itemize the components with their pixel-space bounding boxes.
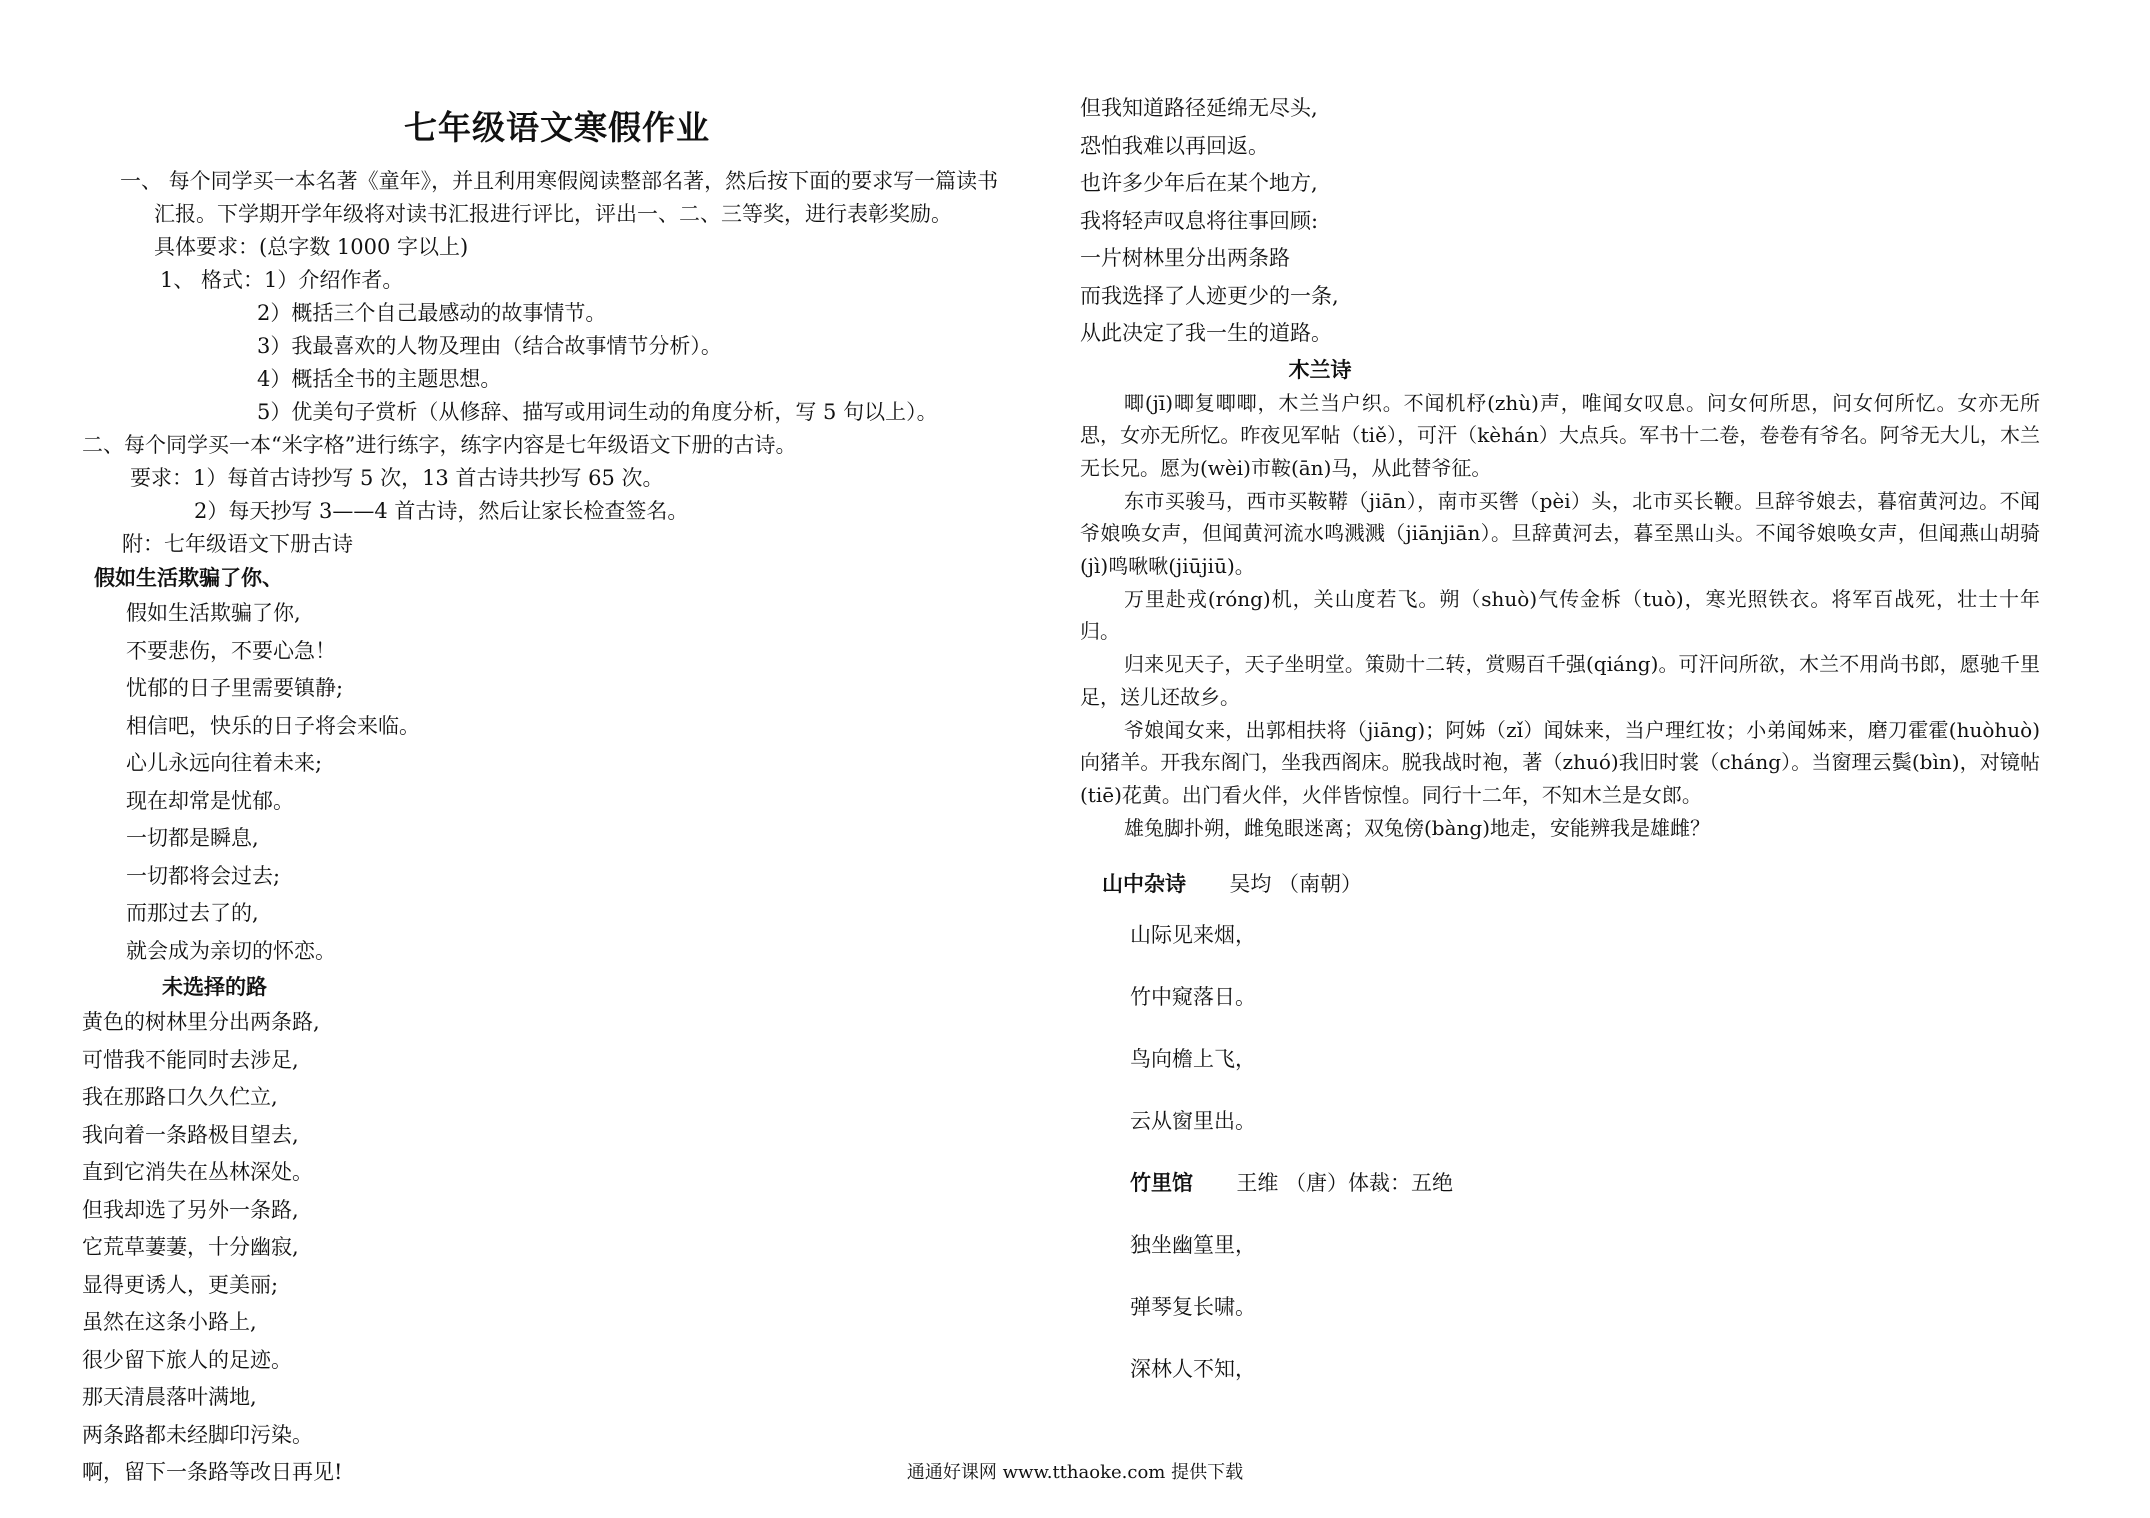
poem-1 bbox=[82, 561, 1032, 970]
section-1-requirements: 具体要求：(总字数 1000 字以上) bbox=[154, 235, 469, 259]
mulan-paragraph: 万里赴戎(róng)机，关山度若飞。朔（shuò)气传金柝（tuò)，寒光照铁衣。将军百战死，壮士十年归。 bbox=[1080, 586, 2040, 644]
mulan-paragraph: 东市买骏马，西市买鞍鞯（jiān），南市买辔（pèi）头，北市买长鞭。旦辞爷娘去，暮宿黄河边。不闻爷娘唤女声，但闻黄河流水鸣溅溅（jiānjiān）。旦辞黄河去，暮至黑山头。不闻爷娘唤女声，但闻燕山胡骑(jì)鸣啾啾(jiūjiū)。 bbox=[1080, 488, 2040, 579]
poem-line: 很少留下旅人的足迹。 bbox=[82, 1347, 292, 1372]
mulan-paragraph: 归来见天子，天子坐明堂。策勋十二转，赏赐百千强(qiáng)。可汗问所欲，木兰不用尚书郎，愿驰千里足，送儿还故乡。 bbox=[1080, 652, 2040, 709]
poem-line: 虽然在这条小路上, bbox=[82, 1310, 257, 1334]
poem-line: 直到它消失在丛林深处。 bbox=[82, 1160, 313, 1184]
zhuli-author: 王维 （唐）体裁：五绝 bbox=[1236, 1171, 1454, 1196]
poem-line: 深林人不知， bbox=[1130, 1357, 1256, 1382]
poem-line: 忧郁的日子里需要镇静; bbox=[126, 676, 344, 700]
poem-line: 那天清晨落叶满地, bbox=[82, 1385, 257, 1409]
poem-line: 从此决定了我一生的道路。 bbox=[1080, 321, 1332, 345]
poem-line: 可惜我不能同时去涉足, bbox=[82, 1047, 299, 1072]
poem-line: 相信吧，快乐的日子将会来临。 bbox=[126, 713, 420, 738]
poem-line: 我在那路口久久伫立, bbox=[82, 1085, 278, 1109]
poem-line: 一片树林里分出两条路 bbox=[1080, 246, 1290, 270]
section-1-format: 1、 格式：1）介绍作者。 bbox=[160, 268, 404, 292]
poem-line: 黄色的树林里分出两条路, bbox=[82, 1010, 320, 1034]
poem-line: 我将轻声叹息将往事回顾: bbox=[1080, 208, 1319, 233]
poem-line: 山际见来烟， bbox=[1130, 923, 1256, 948]
poem-line: 而我选择了人迹更少的一条, bbox=[1080, 283, 1339, 308]
zhuli-heading bbox=[1080, 1152, 2040, 1214]
poem-2-title: 未选择的路 bbox=[162, 974, 267, 999]
poem-line: 它荒草萋萋，十分幽寂, bbox=[82, 1235, 299, 1259]
poem-line: 但我却选了另外一条路, bbox=[82, 1197, 299, 1222]
zhuli-poem bbox=[1080, 1152, 2040, 1400]
poem-line: 两条路都未经脚印污染。 bbox=[82, 1422, 313, 1447]
poem-line: 但我知道路径延绵无尽头, bbox=[1080, 96, 1318, 120]
shanzhong-heading bbox=[1080, 864, 2040, 904]
right-column bbox=[1080, 90, 2040, 1400]
section-2-req-2: 2）每天抄写 3——4 首古诗，然后让家长检查签名。 bbox=[194, 499, 689, 523]
format-item: 2）概括三个自己最感动的故事情节。 bbox=[257, 301, 607, 325]
poem-line: 也许多少年后在某个地方, bbox=[1080, 171, 1318, 195]
poem-line: 竹中窥落日。 bbox=[1130, 985, 1256, 1010]
poem-line: 而那过去了的, bbox=[126, 901, 259, 925]
poem-line: 我向着一条路极目望去, bbox=[82, 1122, 299, 1147]
section-2-req-1: 要求：1）每首古诗抄写 5 次，13 首古诗共抄写 65 次。 bbox=[130, 466, 664, 490]
format-item: 3）我最喜欢的人物及理由（结合故事情节分析）。 bbox=[257, 334, 722, 358]
poem-line: 一切都是瞬息, bbox=[126, 826, 259, 850]
section-1-line-2: 汇报。下学期开学年级将对读书汇报进行评比，评出一、二、三等奖，进行表彰奖励。 bbox=[154, 202, 952, 226]
footer-credit: 通通好课网 www.tthaoke.com 提供下载 bbox=[906, 1462, 1244, 1483]
left-column bbox=[82, 92, 1032, 1492]
mulan-paragraph: 唧(jī)唧复唧唧，木兰当户织。不闻机杼(zhù)声，唯闻女叹息。问女何所思，问女何所忆。女亦无所思，女亦无所忆。昨夜见军帖（tiě），可汗（kèhán）大点兵。军书十二卷，卷卷有爷名。阿爷无大儿，木兰无长兄。愿为(wèi)市鞍(ān)马，从此替爷征。 bbox=[1080, 390, 2040, 480]
section-2-attach: 附：七年级语文下册古诗 bbox=[122, 532, 353, 556]
page-title: 七年级语文寒假作业 bbox=[404, 108, 710, 147]
mulan-title: 木兰诗 bbox=[1288, 356, 1352, 382]
poem-line: 恐怕我难以再回返。 bbox=[1080, 133, 1269, 158]
poem-line: 就会成为亲切的怀恋。 bbox=[126, 938, 336, 963]
section-1 bbox=[82, 165, 1032, 429]
shanzhong-title: 山中杂诗 bbox=[1102, 871, 1186, 897]
poem-line: 弹琴复长啸。 bbox=[1130, 1295, 1256, 1320]
poem-line: 啊，留下一条路等改日再见! bbox=[82, 1460, 343, 1484]
poem-line: 假如生活欺骗了你, bbox=[126, 601, 301, 625]
shanzhong-poem bbox=[1080, 864, 2040, 1152]
mulan-poem bbox=[1080, 353, 2040, 845]
zhuli-title: 竹里馆 bbox=[1130, 1170, 1193, 1196]
poem-line: 显得更诱人，更美丽; bbox=[82, 1272, 279, 1297]
poem-line: 心儿永远向往着未来; bbox=[126, 751, 323, 775]
poem-line: 一切都将会过去; bbox=[126, 863, 281, 888]
poem-line: 独坐幽篁里， bbox=[1130, 1233, 1256, 1258]
mulan-paragraph: 雄兔脚扑朔，雌兔眼迷离；双兔傍(bàng)地走，安能辨我是雄雌？ bbox=[1124, 815, 1711, 840]
poem-line: 云从窗里出。 bbox=[1130, 1109, 1256, 1134]
shanzhong-author: 吴均 （南朝） bbox=[1229, 872, 1363, 897]
poem-line: 不要悲伤，不要心急！ bbox=[126, 638, 336, 663]
section-2 bbox=[82, 429, 1032, 561]
section-1-line-1: 一、 每个同学买一本名著《童年》，并且利用寒假阅读整部名著，然后按下面的要求写一篇读书 bbox=[120, 169, 999, 193]
mulan-paragraph: 爷娘闻女来，出郭相扶将（jiāng)；阿姊（zǐ）闻妹来，当户理红妆；小弟闻姊来，磨刀霍霍(huòhuò)向猪羊。开我东阁门，坐我西阁床。脱我战时袍，著（zhuó)我旧时裳（cháng）。当窗理云鬓(bìn)，对镜帖(tiē)花黄。出门看火伴，火伴皆惊惶。同行十二年，不知木兰是女郎。 bbox=[1080, 717, 2040, 807]
format-item: 4）概括全书的主题思想。 bbox=[257, 367, 502, 391]
poem-line: 现在却常是忧郁。 bbox=[126, 788, 294, 813]
poem-2 bbox=[82, 970, 1032, 1492]
section-2-line-1: 二、每个同学买一本“米字格”进行练字，练字内容是七年级语文下册的古诗。 bbox=[82, 433, 797, 457]
poem-1-title: 假如生活欺骗了你、 bbox=[94, 565, 283, 590]
poem-line: 鸟向檐上飞， bbox=[1130, 1047, 1256, 1072]
poem-2-continued bbox=[1080, 90, 2040, 353]
format-item: 5）优美句子赏析（从修辞、描写或用词生动的角度分析，写 5 句以上）。 bbox=[257, 400, 938, 424]
